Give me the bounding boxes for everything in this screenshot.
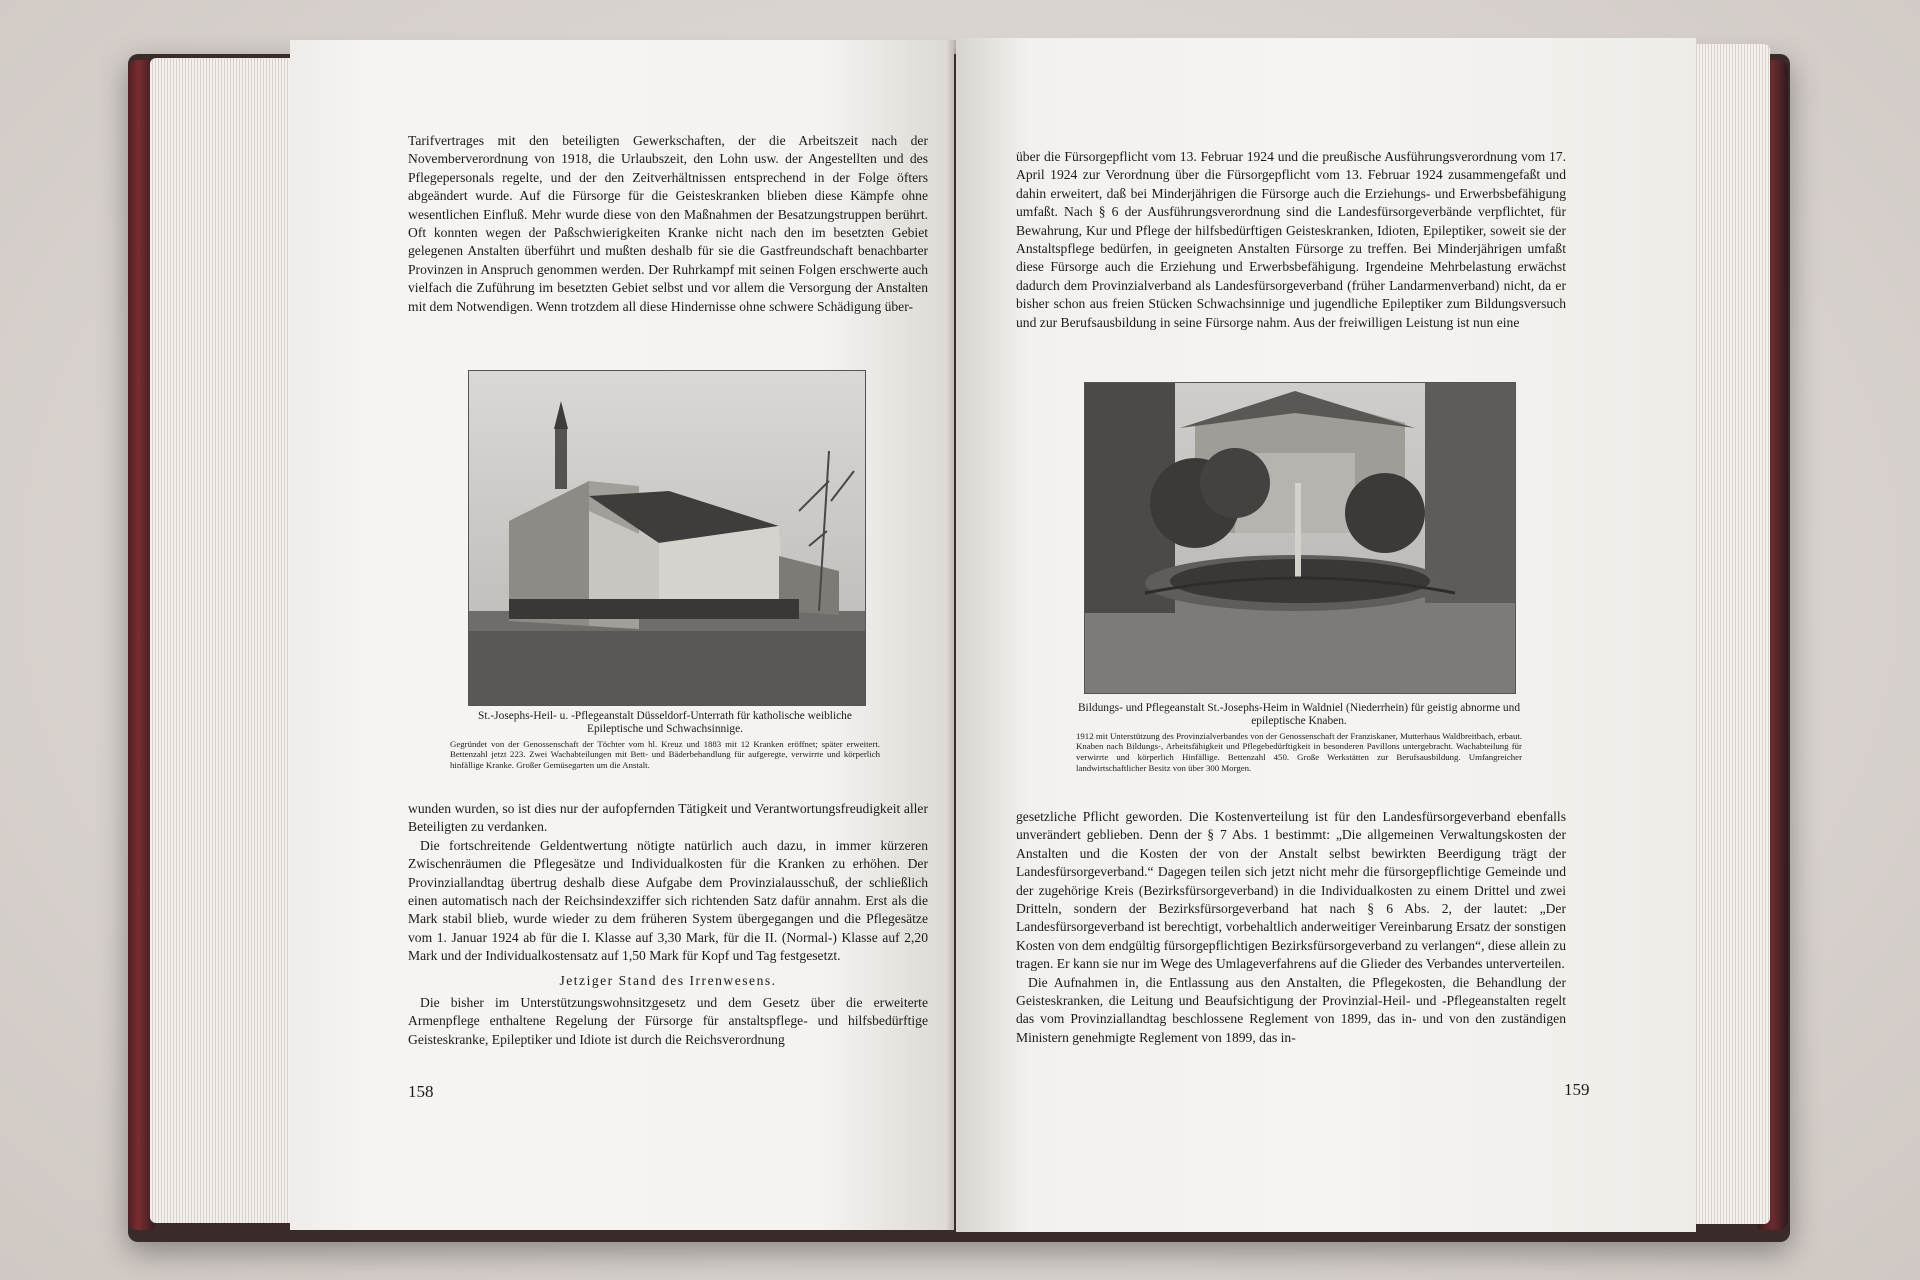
left-caption-title: St.-Josephs-Heil- u. -Pflegeanstalt Düsseldorf-Unterrath für katholische weibliche Epileptische und Schwachsinnige. bbox=[478, 710, 852, 736]
right-caption-title: Bildungs- und Pflegeanstalt St.-Josephs-Heim in Waldniel (Niederrhein) für geistig abnorme und epileptische Knaben. bbox=[1077, 702, 1521, 728]
left-photo-image bbox=[469, 371, 865, 705]
left-paragraph-2: wunden wurden, so ist dies nur der aufopfernden Tätigkeit und Verantwortungsfreudigkeit aller Beteiligten zu verdanken. bbox=[408, 801, 928, 835]
right-photo-caption bbox=[1076, 702, 1522, 773]
left-photo-caption bbox=[450, 710, 880, 771]
section-heading: Jetziger Stand des Irrenwesens. bbox=[559, 972, 777, 988]
right-caption-note: 1912 mit Unterstützung des Provinzialverbandes von der Genossenschaft der Franziskaner, Mutterhaus Waldbreitbach, erbaut. Knaben nach Bildungs-, Arbeitsfähigkeit und Pflegebedürftigkeit in besonderen Pavillons untergebracht. Wachabteilung für verwirrte und körperlich Hinfällige. Bettenzahl 450. Große Werkstätten zur Berufsausbildung. Umfangreicher landwirtschaftlicher Besitz von über 300 Morgen. bbox=[1076, 730, 1522, 773]
right-text-bottom bbox=[1016, 808, 1566, 1047]
right-photo-image bbox=[1085, 383, 1515, 693]
left-page bbox=[290, 40, 954, 1230]
page-stack-left bbox=[150, 58, 300, 1223]
left-paragraph-4: Die bisher im Unterstützungswohnsitzgesetz und dem Gesetz über die erweiterte Armenpflege enthaltene Regelung der Fürsorge für anstaltspflege- und hilfsbedürftige Geisteskranke, Epileptiker und Idiote ist durch die Reichsverordnung bbox=[408, 995, 928, 1047]
left-text-top bbox=[408, 132, 928, 316]
right-photo bbox=[1084, 382, 1516, 694]
left-caption-note: Gegründet von der Genossenschaft der Töchter vom hl. Kreuz und 1883 mit 12 Kranken eröffnet; später erweitert. Bettenzahl jetzt 223. Zwei Wachabteilungen mit Bett- und Bäderbehandlung für aufgeregte, verwirrte und körperlich hinfällige Kranke. Großer Gemüsegarten um die Anstalt. bbox=[450, 738, 880, 770]
right-text-top bbox=[1016, 148, 1566, 332]
page-number-left: 158 bbox=[408, 1082, 434, 1101]
left-text-bottom bbox=[408, 800, 928, 1049]
right-page bbox=[956, 38, 1696, 1232]
left-photo bbox=[468, 370, 866, 706]
page-stack-right bbox=[1690, 44, 1770, 1224]
right-paragraph-2: gesetzliche Pflicht geworden. Die Kostenverteilung ist für den Landesfürsorgeverband ebenfalls unverändert geblieben. Denn der § 7 Abs. 1 bestimmt: „Die allgemeinen Verwaltungskosten der Anstalten und die Kosten der von der Anstalt selbst bewirkten Beerdigung trägt der Landesfürsorgeverband.“ Dagegen teilen sich jetzt nicht mehr die fürsorgepflichtige Gemeinde und der zugehörige Kreis (Bezirksfürsorgeverband) in die Individualkosten zu einem Drittel und zwei Dritteln, sondern der Bezirksfürsorgeverband hat nach § 6 Abs. 2, der lautet: „Der Landesfürsorgeverband ist berechtigt, vorbehaltlich anderweitiger Vereinbarung Ersatz der sonstigen Kosten von dem endgültig fürsorgepflichtigen Bezirksfürsorgeverband zu verlangen“, diese allein zu tragen. Er kann sie nur im Wege des Umlageverfahrens auf die Glieder des Verbandes unterverteilen. bbox=[1016, 809, 1566, 972]
left-paragraph-1: Tarifvertrages mit den beteiligten Gewerkschaften, der die Arbeitszeit nach der Novemberverordnung von 1918, die Urlaubszeit, den Lohn usw. der Angestellten und des Pflegepersonals regelte, und der den Zeitverhältnissen entsprechend in der Folge öfters abgeändert wurde. Auf die Fürsorge für die Geisteskranken blieben diese Kämpfe ohne wesentlichen Einfluß. Mehr wurde diese von den Maßnahmen der Besatzungstruppen berührt. Oft konnten wegen der Paßschwierigkeiten Kranke nicht nach den im besetzten Gebiet gelegenen Anstalten überführt und mußten deshalb für sie die Gastfreundschaft benachbarter Provinzen in Anspruch genommen werden. Der Ruhrkampf mit seinen Folgen erschwerte auch vielfach die Zuführung im besetzten Gebiet selbst und vor allem die Versorgung der Anstalten mit dem Notwendigen. Wenn trotzdem all diese Hindernisse ohne schwere Schädigung über- bbox=[408, 133, 928, 314]
left-paragraph-3: Die fortschreitende Geldentwertung nötigte natürlich auch dazu, in immer kürzeren Zwischenräumen die Pflegesätze und Individualkosten für die Kranken zu erhöhen. Der Provinziallandtag übertrug deshalb diese Aufgabe dem Provinzialausschuß, der schließlich einen automatisch nach der Reichsindexziffer sich richtenden Satz dafür annahm. Erst als die Mark stabil blieb, wurde wieder zu dem früheren System übergegangen und die Pflegesätze vom 1. Januar 1924 ab für die I. Klasse auf 3,30 Mark, für die II. (Normal-) Klasse auf 2,20 Mark und der Individualkostensatz auf 1,50 Mark für Kopf und Tag festgesetzt. bbox=[408, 837, 928, 964]
right-paragraph-3: Die Aufnahmen in, die Entlassung aus den Anstalten, die Pflegekosten, die Behandlung der Geisteskranken, die Leitung und Beaufsichtigung der Provinzial-Heil- und -Pflegeanstalten regelt das vom Provinziallandtag beschlossene Reglement von 1899, das in- und von den zuständigen Ministern genehmigte Reglement von 1899, das in- bbox=[1016, 974, 1566, 1045]
right-paragraph-1: über die Fürsorgepflicht vom 13. Februar 1924 und die preußische Ausführungsverordnung vom 17. April 1924 zur Verordnung über die Fürsorgepflicht vom 13. Februar 1924 zusammengefaßt und dahin erweitert, daß bei Minderjährigen die Fürsorge auch die Erziehungs- und Erwerbsbefähigung umfaßt. Nach § 6 der Ausführungsverordnung sind die Landesfürsorgeverbände verpflichtet, für Bewahrung, Kur und Pflege der hilfsbedürftigen Geisteskranken, Idioten, Epileptiker, soweit sie der Anstaltspflege bedürfen, in geeigneten Anstalten Fürsorge zu treffen. Bei Minderjährigen umfaßt diese Fürsorge auch die Erziehung und Erwerbsbefähigung. Irgendeine Mehrbelastung erwächst dadurch dem Provinzialverband als Landesfürsorgeverband (früher Landarmenverband) nicht, da er bisher schon aus freien Stücken Schwachsinnige und jugendliche Epileptiker zum Bildungsversuch und zur Berufsausbildung in seine Fürsorge nahm. Aus der freiwilligen Leistung ist nun eine bbox=[1016, 149, 1566, 330]
page-number-right: 159 bbox=[1564, 1080, 1590, 1099]
